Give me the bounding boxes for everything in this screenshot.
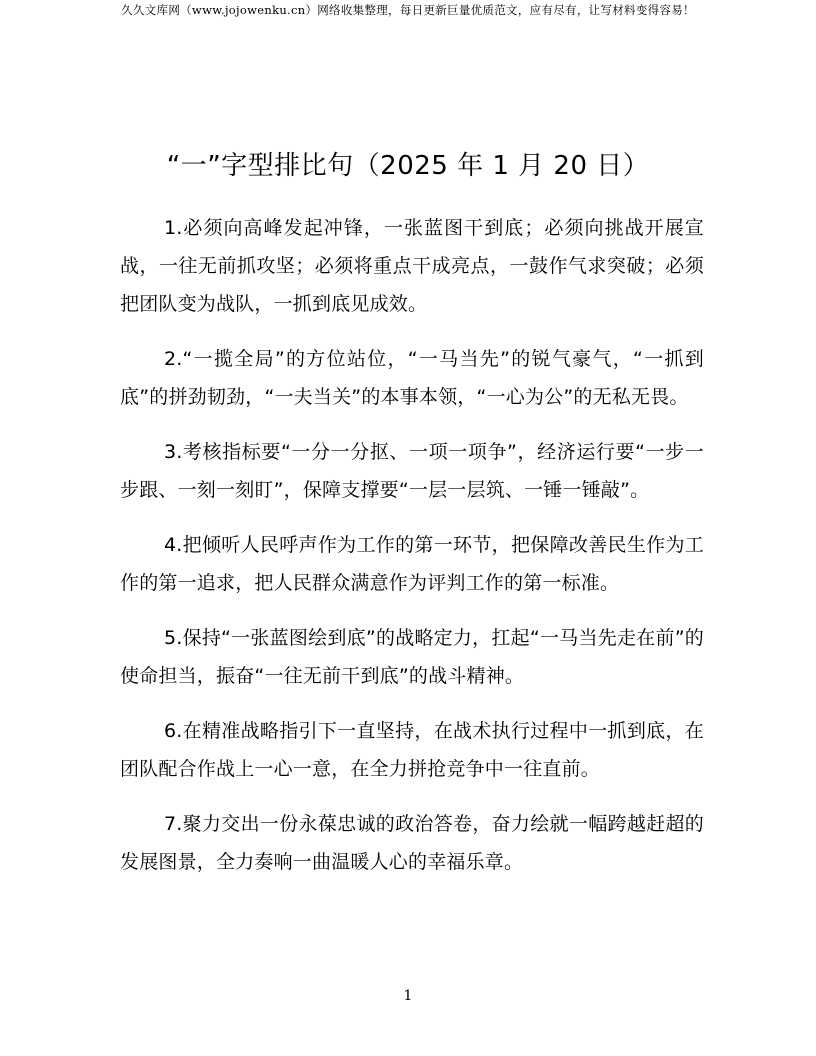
paragraph-2: 2.“一揽全局”的方位站位，“一马当先”的锐气豪气，“一抓到底”的拼劲韧劲，“一夫当关”的本事本领，“一心为公”的无私无畏。 [120,348,704,408]
paragraph-7: 7.聚力交出一份永葆忠诚的政治答卷，奋力绘就一幅跨越赶超的发展图景，全力奏响一曲温暖人心的幸福乐章。 [120,813,704,873]
paragraph-4: 4.把倾听人民呼声作为工作的第一环节，把保障改善民生作为工作的第一追求，把人民群众满意作为评判工作的第一标准。 [120,534,704,594]
document-body [120,209,704,881]
page-number: 1 [403,988,413,1004]
document-title: “一”字型排比句（2025 年 1 月 20 日） [166,151,650,181]
header-note: 久久文库网（www.jojowenku.cn）网络收集整理，每日更新巨量优质范文，应有尽有，让写材料变得容易！ [121,3,695,17]
paragraph-1: 1.必须向高峰发起冲锋，一张蓝图干到底；必须向挑战开展宣战，一往无前抓攻坚；必须将重点干成亮点，一鼓作气求突破；必须把团队变为战队，一抓到底见成效。 [120,217,704,315]
paragraph-3: 3.考核指标要“一分一分抠、一项一项争”，经济运行要“一步一步跟、一刻一刻盯”，保障支撑要“一层一层筑、一锤一锤敲”。 [120,441,704,501]
paragraph-5: 5.保持“一张蓝图绘到底”的战略定力，扛起“一马当先走在前”的使命担当，振奋“一往无前干到底”的战斗精神。 [120,627,704,687]
paragraph-6: 6.在精准战略指引下一直坚持，在战术执行过程中一抓到底，在团队配合作战上一心一意，在全力拼抢竞争中一往直前。 [120,720,704,780]
